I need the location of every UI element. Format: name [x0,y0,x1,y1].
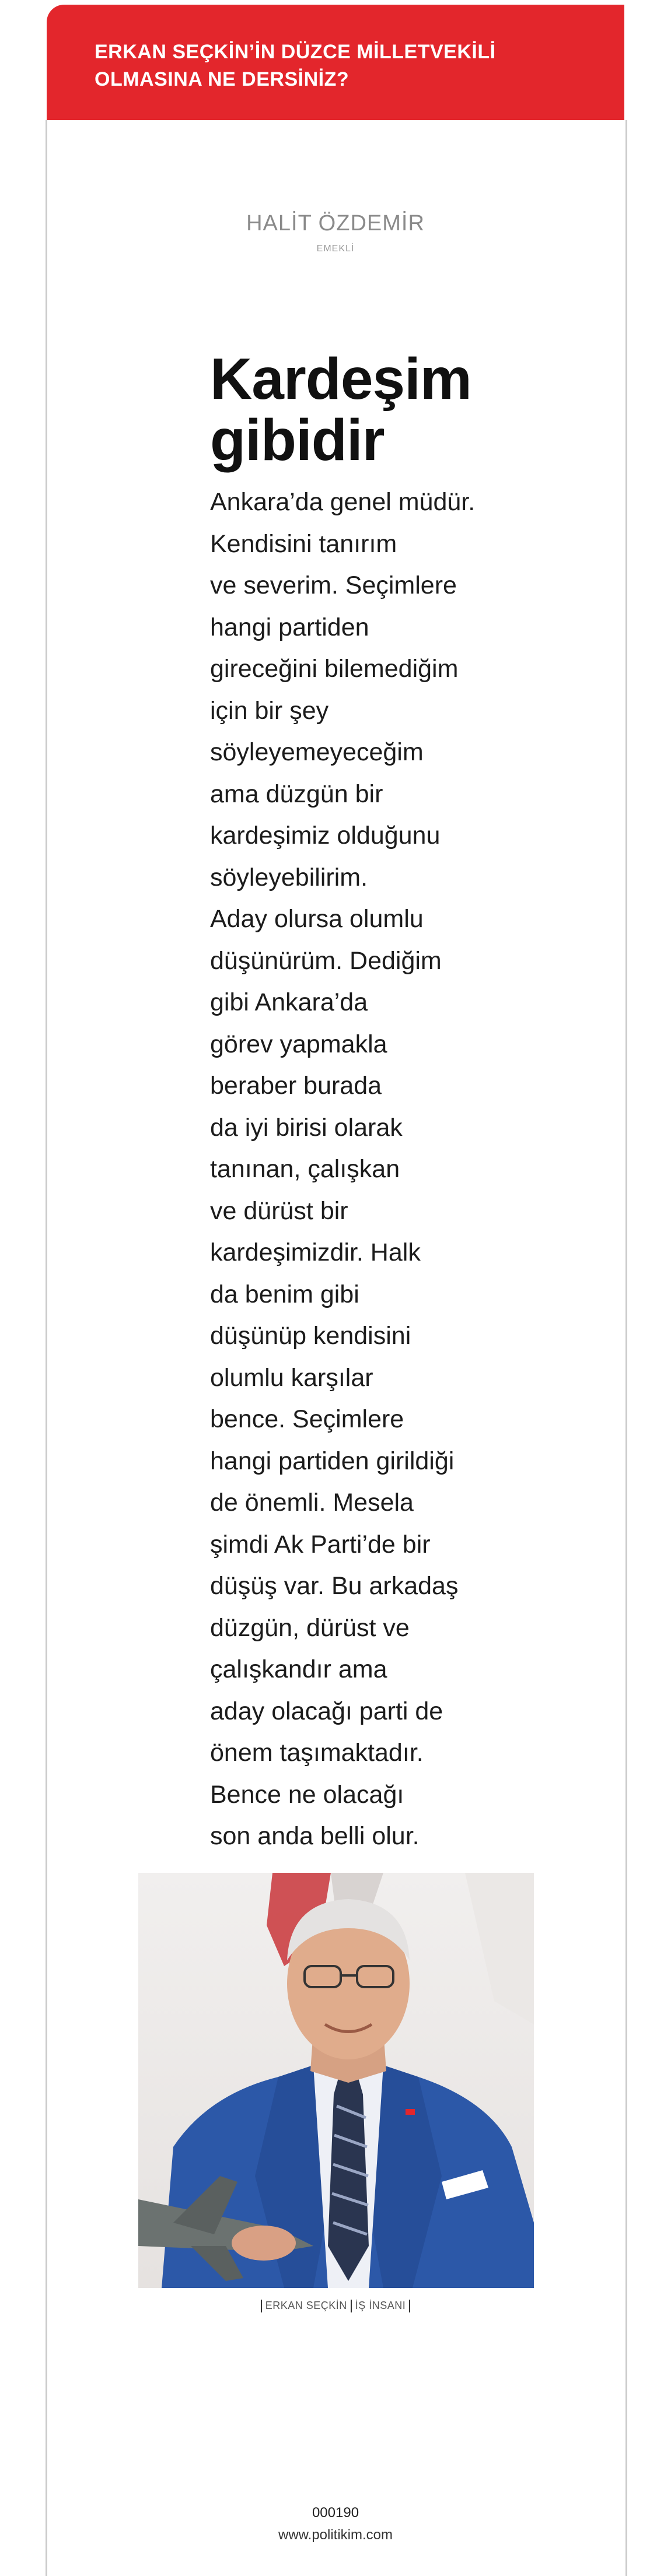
article-body-line: çalışkandır ama [210,1655,387,1683]
article-body-line: aday olacağı parti de [210,1697,443,1725]
question-banner [47,5,624,120]
right-border-line [625,120,627,2576]
article-body-line: kardeşimiz olduğunu [210,822,441,850]
article-body-line: Bence ne olacağı [210,1780,404,1809]
article-body-line: son anda belli olur. [210,1822,420,1850]
portrait-photo [138,1873,534,2288]
article-body-line: Kendisini tanırım [210,529,397,558]
banner-title-line-2: OLMASINA NE DERSİNİZ? [95,68,350,90]
article-body-line: Aday olursa olumlu [210,905,424,933]
caption-divider [409,2300,410,2312]
article-body-line: beraber burada [210,1072,382,1100]
article-body-line: gireceğini bilemediğim [210,655,459,683]
article-body-line: da benim gibi [210,1280,359,1308]
article-body-line: için bir şey [210,696,329,725]
photo-caption [0,2300,671,2312]
headline-line-1: Kardeşim [210,346,471,412]
website-link[interactable]: www.politikim.com [278,2527,393,2543]
article-body-line: düşünürüm. Dediğim [210,946,442,975]
article-body-line: kardeşimizdir. Halk [210,1238,421,1266]
article-body-line: de önemli. Mesela [210,1489,414,1517]
article-body-line: Ankara’da genel müdür. [210,488,476,516]
article-body-line: söyleyemeyeceğim [210,738,424,766]
caption-role: İŞ İNSANI [355,2300,406,2311]
article-body-line: düzgün, dürüst ve [210,1613,410,1642]
article-body-line: ve severim. Seçimlere [210,571,457,599]
portrait-illustration [138,1873,534,2288]
article-body-line: gibi Ankara’da [210,988,368,1016]
author-name: HALİT ÖZDEMİR [246,211,425,236]
article-body-line: önem taşımaktadır. [210,1739,424,1767]
article-body-line: bence. Seçimlere [210,1405,404,1433]
article-body-line: hangi partiden [210,613,369,641]
caption-divider [351,2300,352,2312]
article-body-line: olumlu karşılar [210,1363,373,1392]
article-body-line: şimdi Ak Parti’de bir [210,1530,431,1559]
headline-line-2: gibidir [210,408,385,473]
article-body-line: görev yapmakla [210,1030,387,1058]
page-number: 000190 [312,2505,359,2521]
article-body [210,482,513,1858]
article-body-line: ve dürüst bir [210,1196,348,1225]
article-body-line: tanınan, çalışkan [210,1155,400,1183]
article-body-line: da iyi birisi olarak [210,1113,403,1142]
banner-title-line-1: ERKAN SEÇKİN’İN DÜZCE MİLLETVEKİLİ [95,41,496,63]
caption-name: ERKAN SEÇKİN [265,2300,347,2311]
article-body-line: söyleyebilirim. [210,863,368,892]
left-border-line [46,120,47,2576]
article-body-line: hangi partiden girildiği [210,1447,455,1475]
author-role: EMEKLİ [316,244,355,254]
article-headline [210,346,537,473]
caption-divider [261,2300,262,2312]
article-body-line: ama düzgün bir [210,780,383,808]
article-body-line: düşünüp kendisini [210,1322,411,1350]
article-body-line: düşüş var. Bu arkadaş [210,1572,459,1600]
